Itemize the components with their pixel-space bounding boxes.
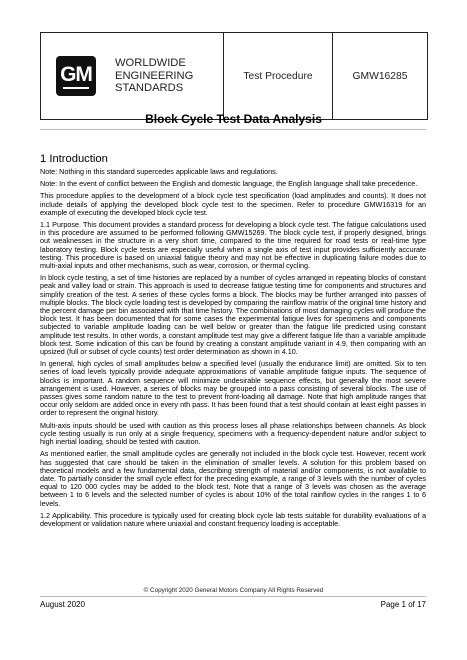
- page-footer: [40, 600, 426, 609]
- paragraph: As mentioned earlier, the small amplitude cycles are generally not included in the block cycle test. However, recent work has suggested that care should be taken in the elimination of smaller levels. A solution for this problem based on theoretical models and a few fundamental data, describing strength of material and/or components, is not available to date. To partially consider the small cycle effect for the preceding example, a range of 3 levels with the number of cycles equal to 120 000 cycles may be added to the block test. Note that a range of 3 levels was chosen as the average between 1 to 6 levels and the selected number of cycles is about 10% of the total rainflow cycles in the ranges 1 to 6 levels.: [40, 449, 426, 508]
- document-type: Test Procedure: [243, 70, 313, 82]
- paragraph: Note: In the event of conflict between the English and domestic language, the English language shall take precedence.: [40, 179, 418, 189]
- page-number: Page 1 of 17: [380, 600, 426, 609]
- gm-logo-underline: [63, 87, 89, 89]
- standards-label: WORLDWIDE ENGINEERING STANDARDS: [115, 57, 194, 95]
- paragraph: In block cycle testing, a set of time histories are replaced by a number of cycles arranged in repeating blocks of constant peak and valley load or strain. This approach is used to decrease fatigue testing time for components and structures and simplify creation of the test. A series of these cycles forms a block. The blocks may be further arranged into passes of multiple blocks. The block cycle loading test is developed by comparing the rainflow matrix of the original time history and the percent damage per bin associated with that time history. The combinations of most damaging cycles will produce the block test. It has been documented that for some cases the experimental fatigue lives for specimens and components subjected to variable amplitude loading can be well below or greater than the fatigue life predicted using constant amplitude test results. In other words, a constant amplitude test may give a different fatigue life than a variable amplitude block test. Some indication of this can be found by creating a constant amplitude variant in 4.9, then comparing with an upsized (full or subset of cycle counts) test order determination as shown in 4.10.: [40, 273, 426, 357]
- document-title: Block Cycle Test Data Analysis: [145, 112, 322, 126]
- gm-logo: [56, 56, 96, 96]
- paragraph: 1.1 Purpose. This document provides a standard process for developing a block cycle test. The fatigue calculations used in this procedure are assumed to be performed following GMW15269. The block cycle test, if properly designed, brings out weaknesses in the structure in a very short time, compared to the time required for road tests or real-time type laboratory testing. Block cycle tests are especially useful when a single axis of test input provides sufficiently accurate testing. This procedure is based on uniaxial fatigue theory and may not be effective in duplicating failure modes due to multi-axial inputs and other mechanisms, such as wear, corrosion, or thermal cycling.: [40, 220, 426, 271]
- paragraph: This procedure applies to the development of a block cycle test specification (load amplitudes and counts). It does not include details of applying the developed block cycle test to the specimen. Refer to procedure GMW16319 for an example of executing the developed block cycle test.: [40, 191, 426, 217]
- logo-cell: [41, 33, 111, 119]
- paragraph: Note: Nothing in this standard supercedes applicable laws and regulations.: [40, 167, 278, 176]
- paragraph: 1.2 Applicability. This procedure is typically used for creating block cycle lab tests suitable for durability evaluations of a development or validation nature where uniaxial and constant frequency loading is acceptable.: [40, 510, 426, 528]
- document-body: [40, 153, 426, 532]
- title-rule: [40, 129, 426, 130]
- footer-date: August 2020: [40, 600, 85, 609]
- document-number: GMW16285: [352, 70, 408, 82]
- paragraph: Multi-axis inputs should be used with caution as this process loses all phase relationships between channels. As block cycle testing usually is run only at a single frequency, specimens with a frequency-dependent nature and/or subject to high inertial loading, should be tested with caution.: [40, 420, 426, 447]
- document-header: [40, 32, 428, 120]
- copyright-notice: © Copyright 2020 General Motors Company All Rights Reserved: [143, 587, 324, 594]
- paragraph: In general, high cycles of small amplitudes below a specified level (usually the endurance limit) are omitted. Six to ten series of load levels typically provide adequate approximations of variable amplitude fatigue inputs. The sequence of blocks is important. A random sequence will minimize undesirable sequence effects, but generally the most severe arrangement is used. However, a series of blocks may be grouped into a pass consisting of several blocks. The use of passes gives some random nature to the test to prevent front-loading all damage. Note that high amplitude ranges that occur only seldom are added once in every nth pass. It has been found that a test should contain at least eight passes in order to represent the original history.: [40, 359, 426, 418]
- footer-rule: [40, 596, 426, 597]
- section-heading: 1 Introduction: [40, 153, 108, 165]
- gm-logo-text: GM: [60, 62, 92, 86]
